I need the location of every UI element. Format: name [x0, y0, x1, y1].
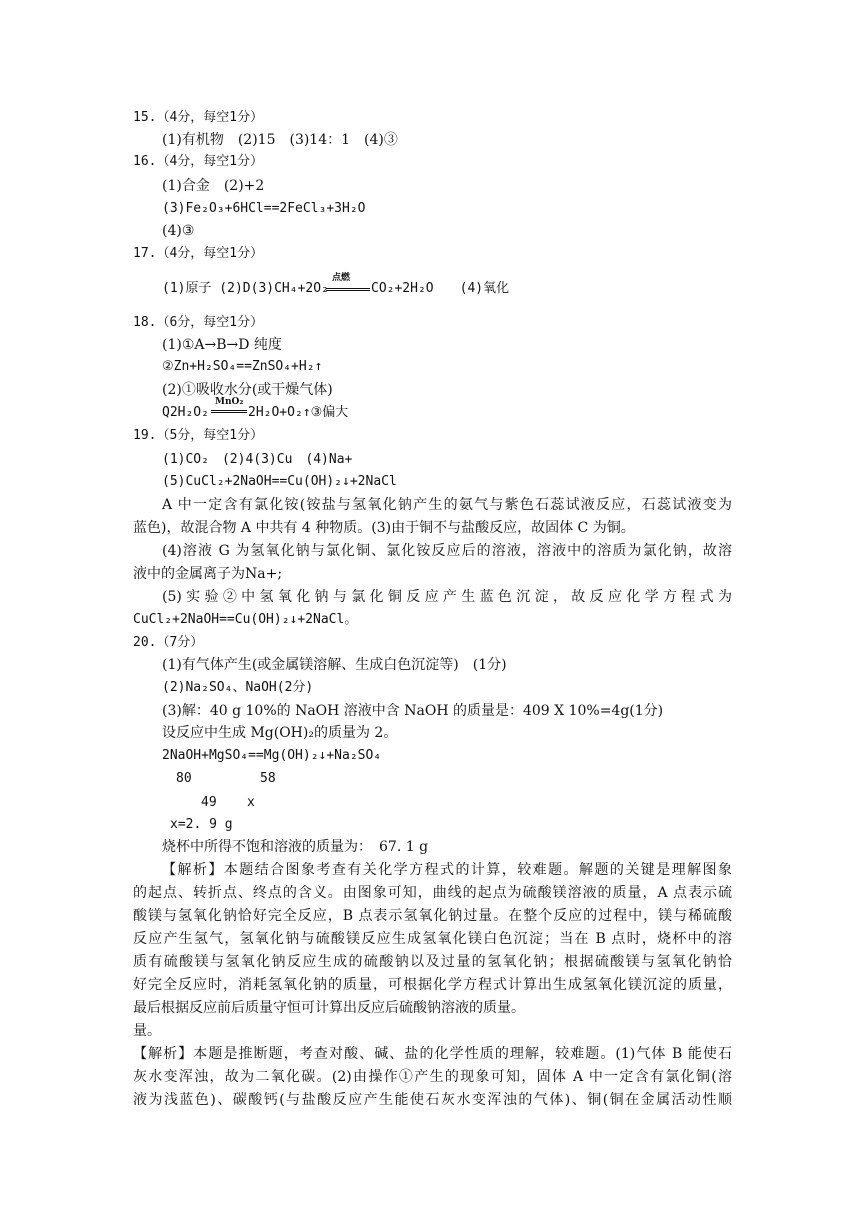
analysis-2-line-3: 液为浅蓝色)、碳酸钙(与盐酸反应产生能使石灰水变浑浊的气体)、铜(铜在金属活动性顺 [133, 1092, 732, 1108]
q19-heading: 19.（5分，每空1分） [133, 428, 264, 443]
q18-equation-left: Q2H₂O₂ [162, 405, 209, 420]
q18-answer-3: (2)①吸收水分(或干燥气体) [162, 382, 333, 398]
analysis-1-line-7: 最后根据反应前后质量守恒可计算出反应后硫酸钠溶液的质量。 [133, 1000, 525, 1016]
q17-equation-left: (1)原子 (2)D(3)CH₄+2O₂ [162, 281, 329, 296]
analysis-1-line-5: 质有硫酸镁与氢氧化钠反应生成的硫酸钠以及过量的氢氧化钠；根据硫酸镁与氢氧化钠恰 [133, 954, 732, 970]
q19-explanation-1a: A 中一定含有氯化铵(铵盐与氢氧化钠产生的氨气与紫色石蕊试液反应，石蕊试液变为 [162, 497, 732, 513]
q15-answers: (1)有机物 (2)15 (3)14：1 (4)③ [162, 132, 398, 148]
q17-condition: 点燃 [332, 273, 351, 283]
analysis-1-line-4: 反应产生氢气，氢氧化钠与硫酸镁反应生成氢氧化镁白色沉淀；当在 B 点时，烧杯中的溶 [133, 931, 732, 947]
q18-answer-1: (1)①A→B→D 纯度 [162, 337, 282, 353]
q19-explanation-3a: (5)实验②中氢氧化钠与氯化铜反应产生蓝色沉淀，故反应化学方程式为 [162, 589, 732, 605]
q17-equation-right: CO₂+2H₂O (4)氧化 [371, 281, 510, 296]
analysis-1-line-6: 好完全反应时，消耗氢氧化钠的质量，可根据化学方程式计算出生成氢氧化镁沉淀的质量， [133, 977, 732, 993]
q16-heading: 16.（4分，每空1分） [133, 154, 264, 169]
q20-equation: 2NaOH+MgSO₄==Mg(OH)₂↓+Na₂SO₄ [162, 748, 382, 763]
q20-result: x=2. 9 g [170, 817, 233, 832]
q18-reaction-arrow [211, 410, 247, 413]
q19-answer-5: (5)CuCl₂+2NaOH==Cu(OH)₂↓+2NaCl [162, 474, 397, 489]
q20-mass-unknown: x [247, 795, 255, 810]
analysis-1-line-8: 量。 [133, 1023, 161, 1039]
q20-molar-mass-mgoh2: 58 [260, 771, 276, 786]
q17-heading: 17.（4分，每空1分） [133, 246, 264, 261]
analysis-1-line-3: 酸镁与氢氧化钠恰好完全反应，B 点表示氢氧化钠过量。在整个反应的过程中，镁与稀硫酸 [133, 908, 732, 924]
q18-answer-2: ②Zn+H₂SO₄==ZnSO₄+H₂↑ [162, 359, 323, 374]
q19-explanation-1b: 蓝色)，故混合物 A 中共有 4 种物质。(3)由于铜不与盐酸反应，故固体 C 为铜。 [133, 520, 635, 536]
q16-answer-4: (4)③ [162, 223, 195, 239]
q19-explanation-2b: 液中的金属离子为Na+; [133, 566, 283, 582]
analysis-2-line-2: 灰水变浑浊，故为二氧化碳。(2)由操作①产生的现象可知，固体 A 中一定含有氯化铜(溶 [133, 1069, 732, 1085]
q20-answer-2: (2)Na₂SO₄、NaOH(2分) [162, 680, 314, 695]
q20-answer-3: (3)解：40 g 10%的 NaOH 溶液中含 NaOH 的质量是：409 X 10%=4g(1分) [162, 703, 664, 719]
q20-mass-naoh: 49 [201, 795, 217, 810]
q16-answer-1: (1)合金 (2)+2 [162, 178, 265, 194]
q16-answer-3: (3)Fe₂O₃+6HCl==2FeCl₃+3H₂O [162, 201, 366, 216]
q19-explanation-3b: CuCl₂+2NaOH==Cu(OH)₂↓+2NaCl。 [133, 612, 358, 627]
q20-molar-mass-naoh: 80 [176, 771, 192, 786]
analysis-1-line-1: 【解析】本题结合图象考查有关化学方程式的计算，较难题。解题的关键是理解图象 [162, 862, 732, 878]
q20-heading: 20.（7分） [133, 635, 204, 650]
q20-answer-1: (1)有气体产生(或金属镁溶解、生成白色沉淀等) (1分) [162, 657, 507, 673]
q19-answer-1: (1)CO₂ (2)4(3)Cu (4)Na+ [162, 452, 353, 467]
analysis-1-line-2: 的起点、转折点、终点的含义。由图象可知，曲线的起点为硫酸镁溶液的质量，A 点表示硫 [133, 885, 732, 901]
q18-catalyst: MnO₂ [215, 397, 244, 407]
q20-solution-mass: 烧杯中所得不饱和溶液的质量为： 67. 1 g [162, 839, 429, 855]
analysis-2-line-1: 【解析】本题是推断题，考查对酸、碱、盐的化学性质的理解，较难题。(1)气体 B 能使石 [133, 1046, 732, 1062]
q18-heading: 18.（6分，每空1分） [133, 315, 264, 330]
q17-reaction-arrow [326, 288, 370, 291]
q20-assumption: 设反应中生成 Mg(OH)₂的质量为 2。 [162, 725, 398, 741]
q19-explanation-2a: (4)溶液 G 为氢氧化钠与氯化铜、氯化铵反应后的溶液，溶液中的溶质为氯化钠，故溶 [162, 543, 732, 559]
q15-heading: 15.（4分，每空1分） [133, 110, 264, 125]
q18-equation-right: 2H₂O+O₂↑③偏大 [248, 405, 349, 420]
